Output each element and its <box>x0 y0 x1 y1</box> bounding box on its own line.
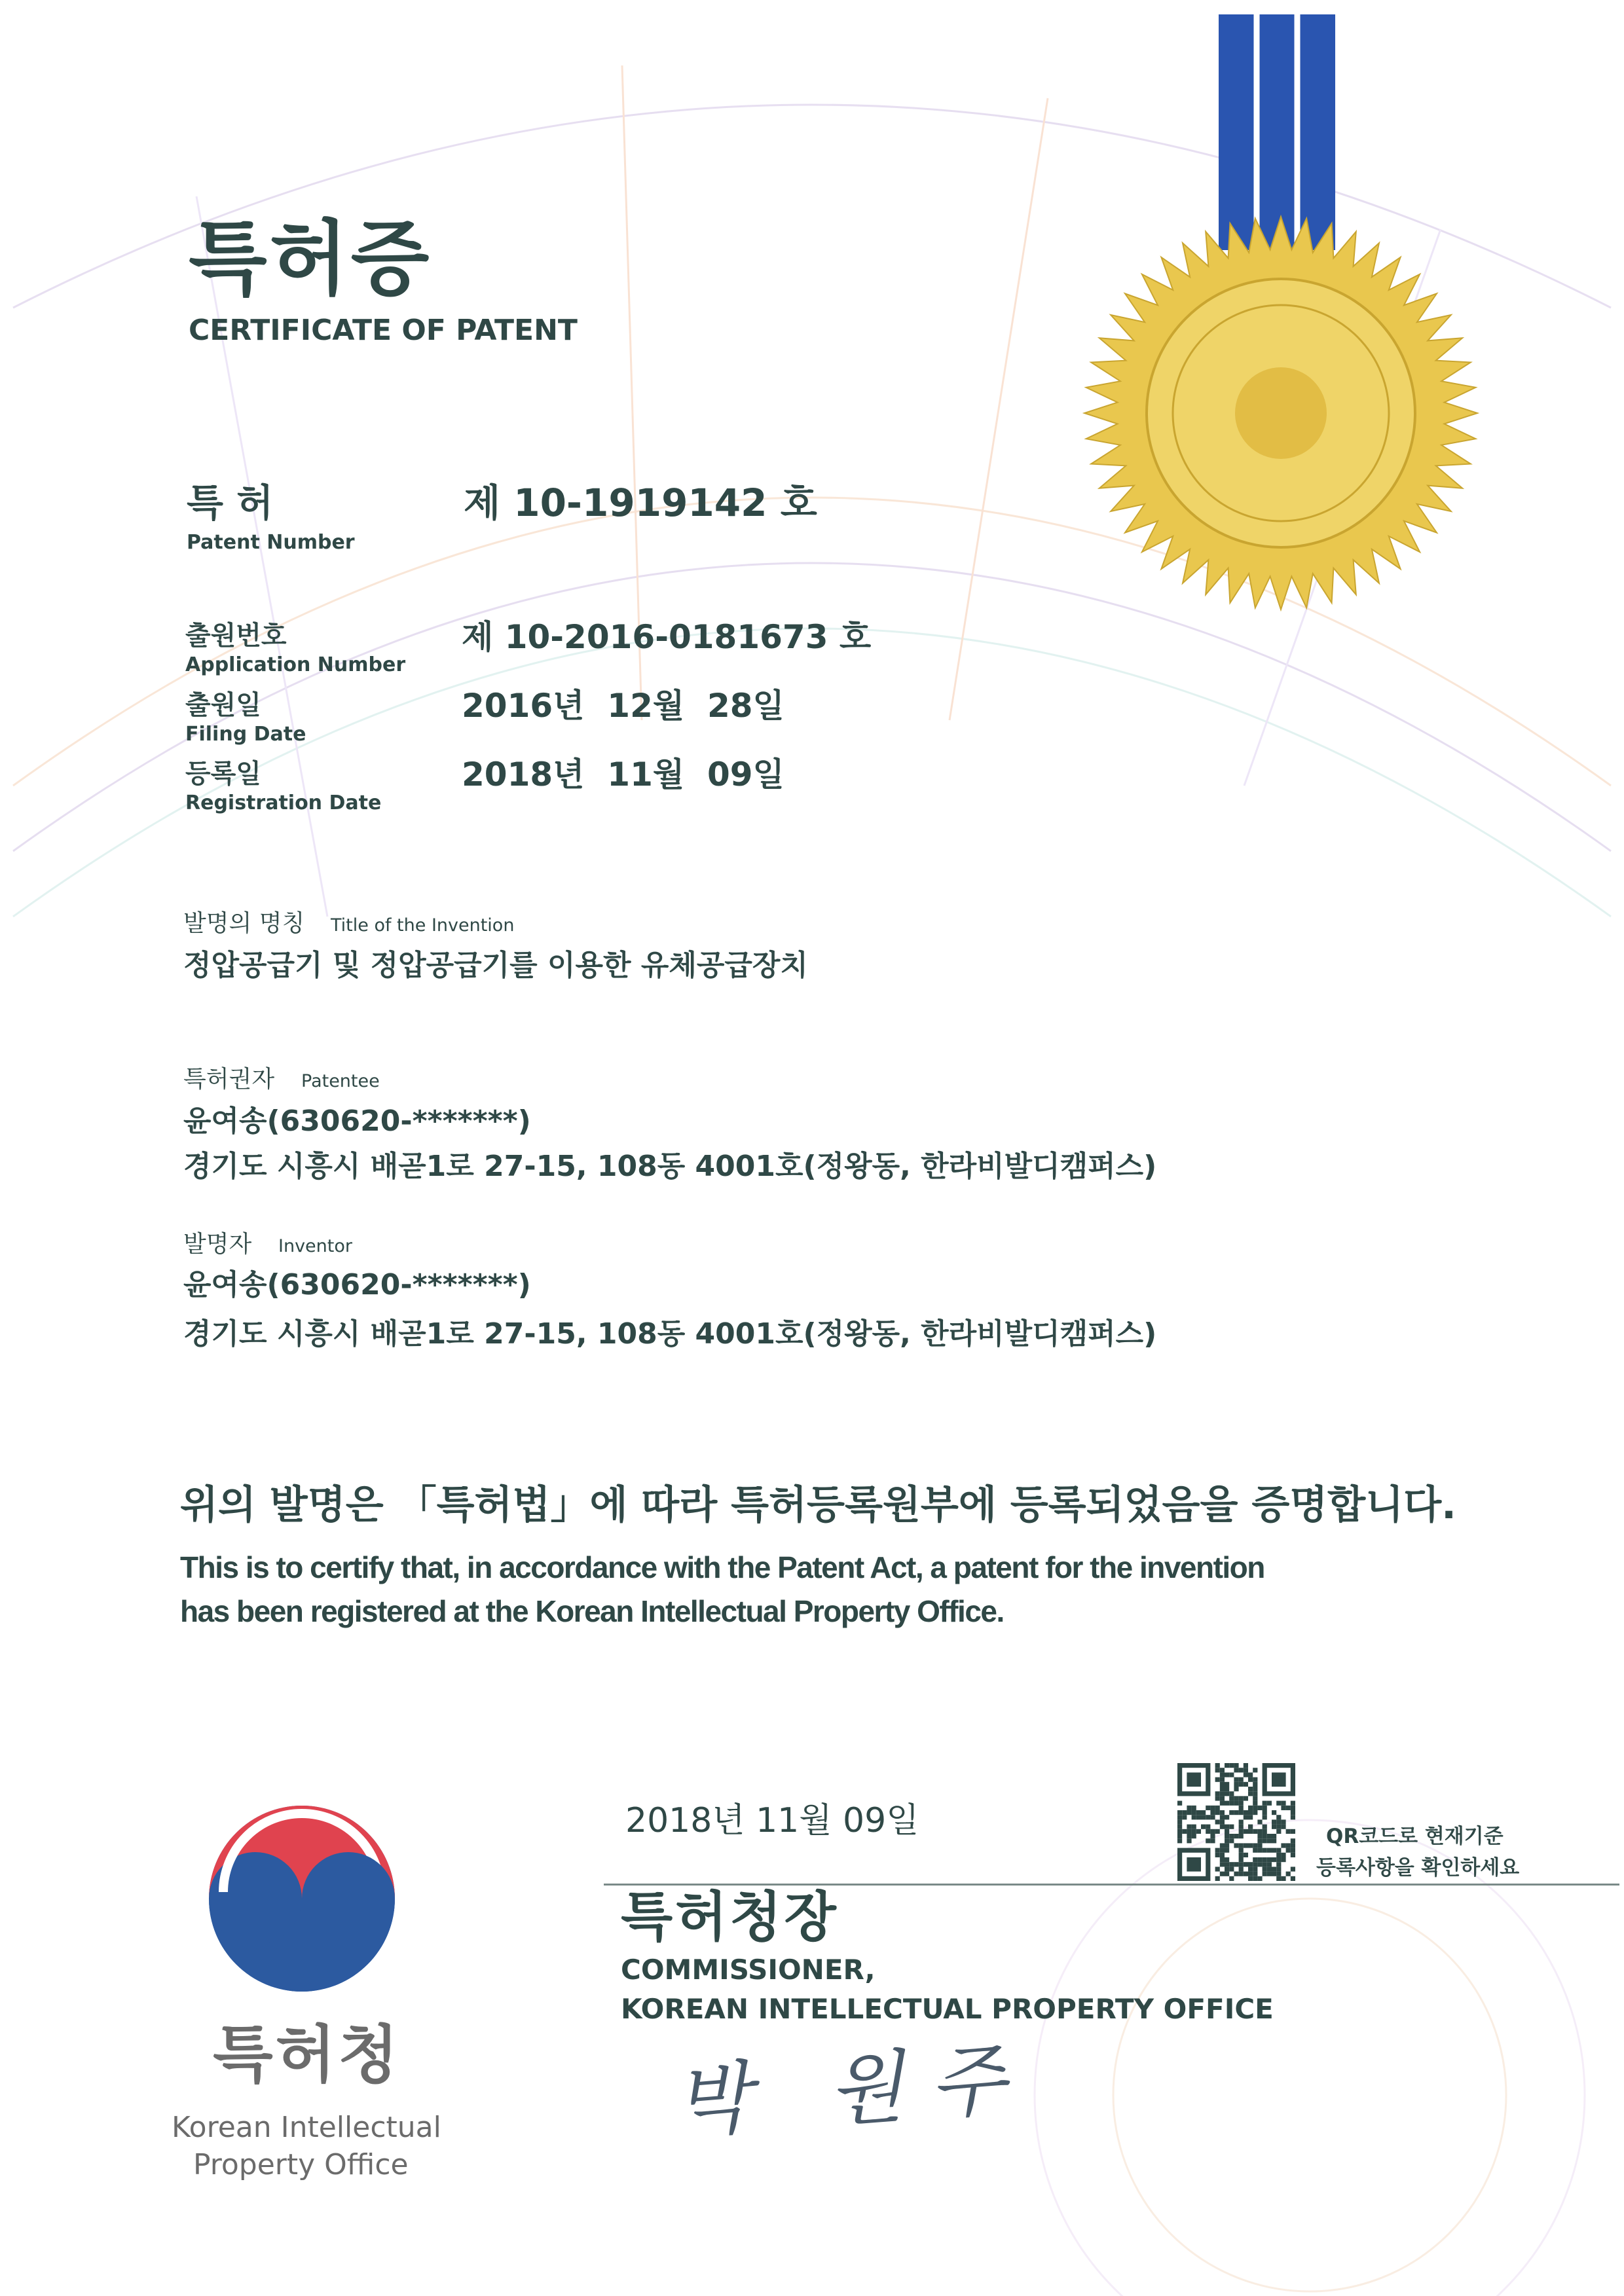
gold-seal-icon <box>1080 213 1481 613</box>
invention-label: 발명의 명칭 <box>183 910 305 937</box>
qr-text-1: QR코드로 현재기준 <box>1326 1825 1504 1848</box>
issue-date: 2018년 11월 09일 <box>625 1801 919 1840</box>
title-ko: 특허증 <box>189 212 432 306</box>
filing-label-en: Filing Date <box>185 723 306 746</box>
registration-label: 등록일 <box>185 759 261 789</box>
filing-date: 2016년 12월 28일 <box>462 687 784 725</box>
statement-ko: 위의 발명은 「특허법」에 따라 특허등록원부에 등록되었음을 증명합니다. <box>180 1482 1456 1528</box>
logo-name-en-2: Property Office <box>193 2148 409 2181</box>
patent-number: 제 10-1919142 호 <box>464 481 817 525</box>
title-en: CERTIFICATE OF PATENT <box>189 314 578 347</box>
registration-label-en: Registration Date <box>185 792 382 814</box>
patentee-label-en: Patentee <box>301 1071 380 1091</box>
statement-en-2: has been registered at the Korean Intellectual Property Office. <box>180 1594 1004 1628</box>
qr-code[interactable] <box>1177 1763 1295 1881</box>
commissioner-title-en-2: KOREAN INTELLECTUAL PROPERTY OFFICE <box>621 1993 1274 2025</box>
filing-label: 출원일 <box>185 690 261 720</box>
signature: 박 원주 <box>671 2033 1035 2149</box>
commissioner-title-en-1: COMMISSIONER, <box>621 1954 876 1986</box>
application-label: 출원번호 <box>185 621 287 651</box>
patentee-address: 경기도 시흥시 배곧1로 27-15, 108동 4001호(정왕동, 한라비발디캠퍼스) <box>183 1150 1157 1183</box>
inventor-label-en: Inventor <box>278 1236 352 1256</box>
application-number: 제 10-2016-0181673 호 <box>462 618 872 656</box>
invention-title: 정압공급기 및 정압공급기를 이용한 유체공급장치 <box>183 949 808 982</box>
inventor-address: 경기도 시흥시 배곧1로 27-15, 108동 4001호(정왕동, 한라비발디캠퍼스) <box>183 1317 1157 1351</box>
invention-label-en: Title of the Invention <box>331 915 515 936</box>
patent-label-en: Patent Number <box>187 531 355 554</box>
application-label-en: Application Number <box>185 653 406 676</box>
patentee-name: 윤여송(630620-*******) <box>183 1104 531 1138</box>
statement-en-1: This is to certify that, in accordance with the Patent Act, a patent for the invention <box>180 1550 1264 1584</box>
qr-text-2: 등록사항을 확인하세요 <box>1316 1856 1520 1880</box>
commissioner-title-ko: 특허청장 <box>621 1886 839 1948</box>
registration-date: 2018년 11월 09일 <box>462 756 784 793</box>
patent-label: 특 허 <box>187 481 274 525</box>
divider <box>604 1884 1619 1886</box>
logo-name-en-1: Korean Intellectual <box>172 2111 441 2144</box>
logo-name-ko: 특허청 <box>213 2019 401 2091</box>
patentee-label: 특허권자 <box>183 1066 275 1093</box>
inventor-label: 발명자 <box>183 1231 252 1258</box>
kipo-logo-icon <box>207 1804 397 1994</box>
inventor-name: 윤여송(630620-*******) <box>183 1268 531 1302</box>
